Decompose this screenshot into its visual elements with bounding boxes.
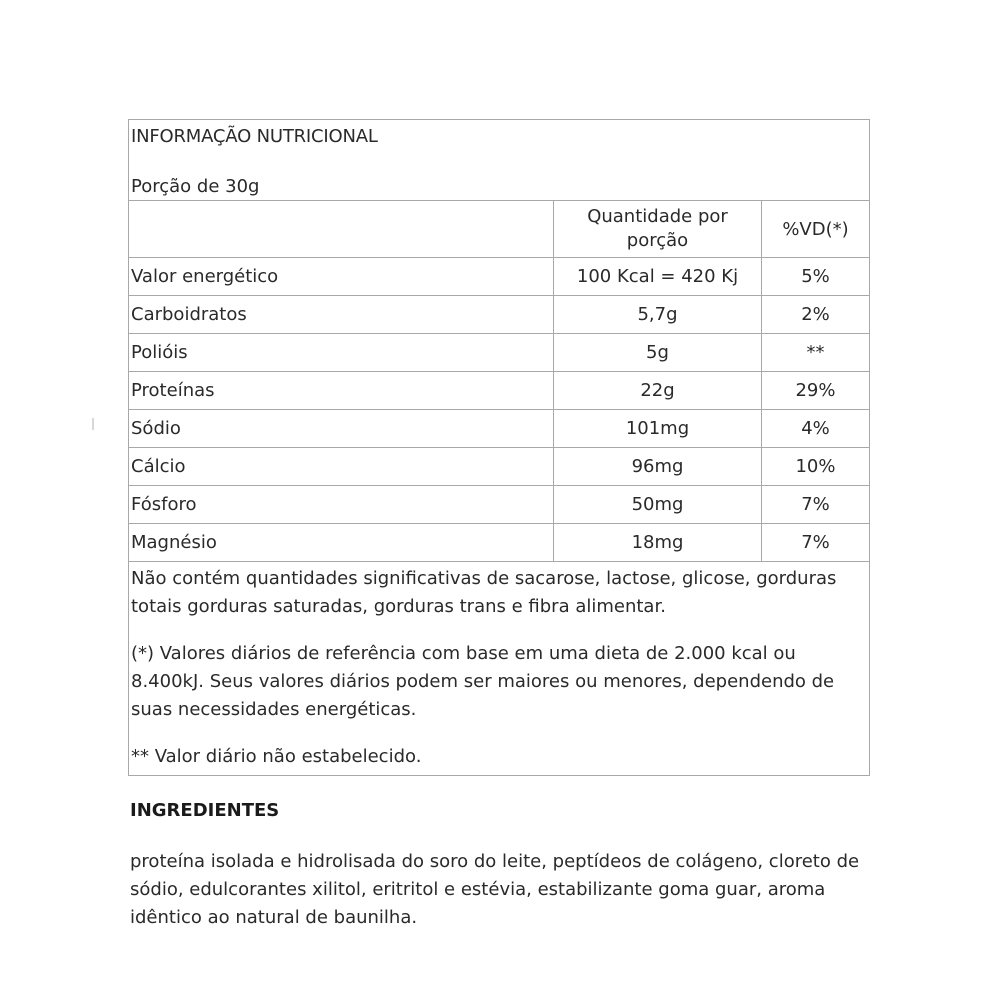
portion-size: Porção de 30g (131, 176, 260, 197)
nutrient-daily-value: 4% (801, 418, 830, 439)
nutrient-quantity: 101mg (554, 410, 762, 447)
nutrient-quantity: 5,7g (554, 296, 762, 333)
nutrient-name: Sódio (129, 410, 554, 447)
nutrient-rows (129, 258, 869, 562)
nutrient-quantity: 96mg (554, 448, 762, 485)
nutrient-name: Carboidratos (129, 296, 554, 333)
nutrient-name: Magnésio (129, 524, 554, 561)
nutrient-column-header (129, 201, 554, 257)
ingredients-title: INGREDIENTES (130, 800, 280, 821)
table-row (129, 258, 869, 296)
quantity-column-header (554, 201, 762, 257)
nutrient-daily-value: 5% (801, 266, 830, 287)
table-row (129, 410, 869, 448)
nutrient-quantity: 18mg (554, 524, 762, 561)
nutrient-daily-value: 7% (801, 494, 830, 515)
table-notes (129, 562, 869, 775)
nutrient-quantity: 5g (554, 334, 762, 371)
table-row (129, 448, 869, 486)
dv-column-header: %VD(*) (782, 218, 849, 240)
nutrient-daily-value: ** (806, 342, 825, 363)
not-established-note: ** Valor diário não estabelecido. (131, 746, 422, 767)
table-row (129, 486, 869, 524)
nutrient-daily-value: 7% (801, 532, 830, 553)
nutrient-name: Polióis (129, 334, 554, 371)
table-row (129, 372, 869, 410)
reference-note: (*) Valores diários de referência com base em uma dieta de 2.000 kcal ou 8.400kJ. Seus valores diários podem ser maiores ou menores, dependendo de suas necessidades energéticas. (131, 643, 835, 720)
table-row (129, 296, 869, 334)
ingredients-text: proteína isolada e hidrolisada do soro do leite, peptídeos de colágeno, cloreto de sódio, edulcorantes xilitol, eritritol e estévia, estabilizante goma guar, aroma idêntico ao natural de baunilha. (130, 851, 860, 928)
nutrient-quantity: 22g (554, 372, 762, 409)
stray-mark (92, 418, 94, 430)
table-row (129, 334, 869, 372)
nutrient-name: Fósforo (129, 486, 554, 523)
nutrient-daily-value: 2% (801, 304, 830, 325)
table-header (129, 120, 869, 201)
column-header-row (129, 201, 869, 258)
nutrient-name: Proteínas (129, 372, 554, 409)
not-significant-note: Não contém quantidades significativas de sacarose, lactose, glicose, gorduras totais gorduras saturadas, gorduras trans e fibra alimentar. (131, 568, 837, 617)
quantity-header-line-2: porção (626, 230, 689, 251)
quantity-header-line-1: Quantidade por (587, 206, 728, 227)
nutrient-name: Cálcio (129, 448, 554, 485)
nutrient-name: Valor energético (129, 258, 554, 295)
nutrient-quantity: 100 Kcal = 420 Kj (554, 258, 762, 295)
nutrient-daily-value: 29% (795, 380, 836, 401)
nutrient-quantity: 50mg (554, 486, 762, 523)
table-title: INFORMAÇÃO NUTRICIONAL (131, 126, 378, 147)
nutrient-daily-value: 10% (795, 456, 836, 477)
table-row (129, 524, 869, 562)
nutrition-facts-table (128, 119, 870, 776)
